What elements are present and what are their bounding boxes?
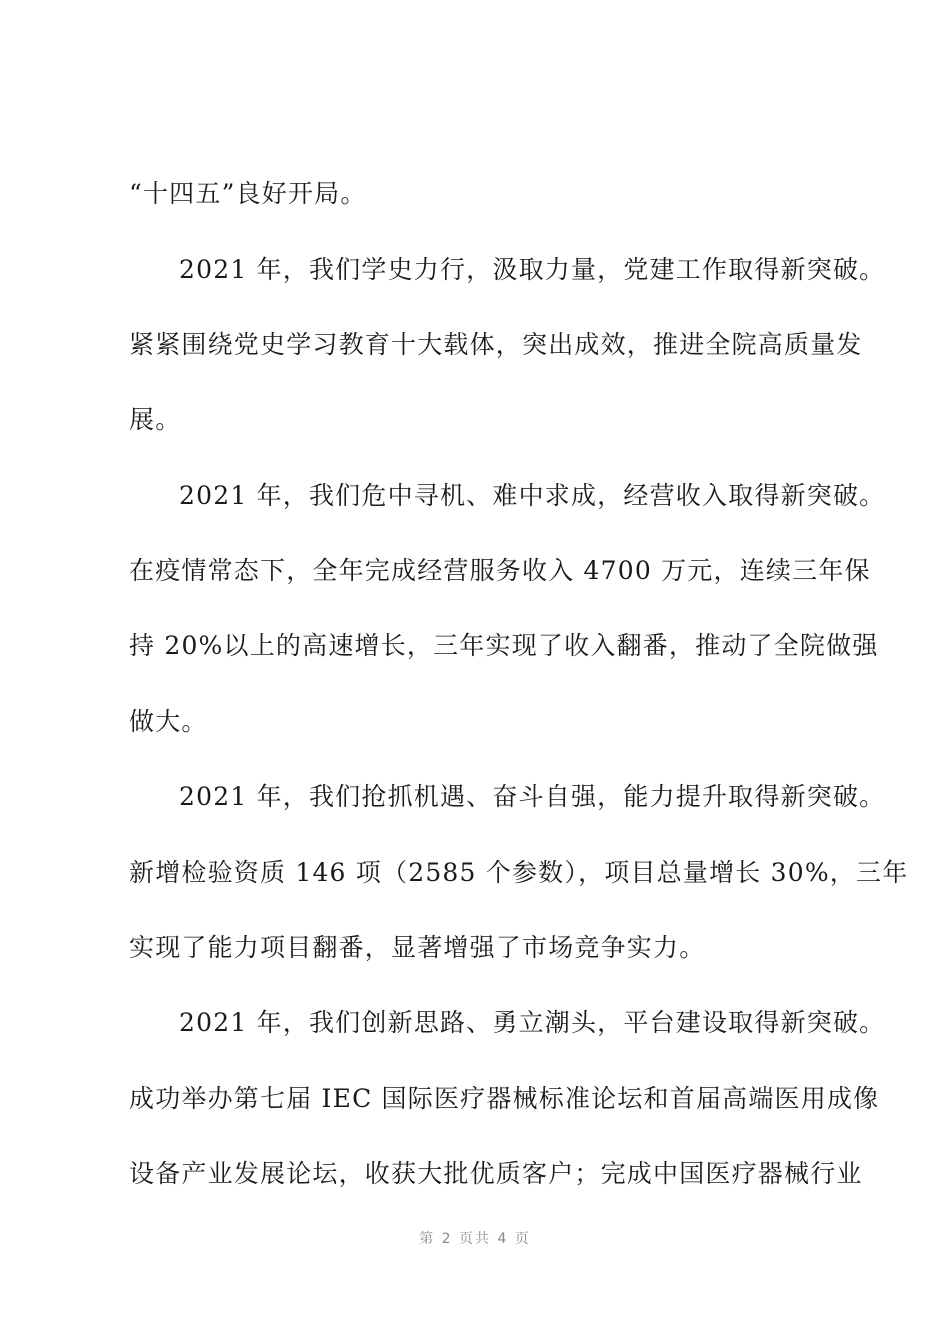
text-line: 展。 xyxy=(129,405,182,434)
text-line: 做大。 xyxy=(129,707,208,736)
text-line: 实现了能力项目翻番，显著增强了市场竞争实力。 xyxy=(129,933,706,962)
paragraph-first-line: 2021 年，我们抢抓机遇、奋斗自强，能力提升取得新突破。 xyxy=(179,782,886,811)
page-number-footer: 第 2 页共 4 页 xyxy=(419,1231,531,1247)
text-line: “十四五”良好开局。 xyxy=(129,179,367,208)
paragraph-first-line: 2021 年，我们创新思路、勇立潮头，平台建设取得新突破。 xyxy=(179,1008,886,1037)
text-line: 在疫情常态下，全年完成经营服务收入 4700 万元，连续三年保 xyxy=(129,556,871,585)
paragraph-first-line: 2021 年，我们危中寻机、难中求成，经营收入取得新突破。 xyxy=(179,481,886,510)
text-line: 紧紧围绕党史学习教育十大载体，突出成效，推进全院高质量发 xyxy=(129,330,863,359)
text-line: 持 20%以上的高速增长，三年实现了收入翻番，推动了全院做强 xyxy=(129,631,879,660)
text-line: 设备产业发展论坛，收获大批优质客户；完成中国医疗器械行业 xyxy=(129,1159,863,1188)
paragraph-first-line: 2021 年，我们学史力行，汲取力量，党建工作取得新突破。 xyxy=(179,255,886,284)
text-line: 新增检验资质 146 项（2585 个参数），项目总量增长 30%，三年 xyxy=(129,858,909,887)
text-line: 成功举办第七届 IEC 国际医疗器械标准论坛和首届高端医用成像 xyxy=(129,1084,880,1113)
